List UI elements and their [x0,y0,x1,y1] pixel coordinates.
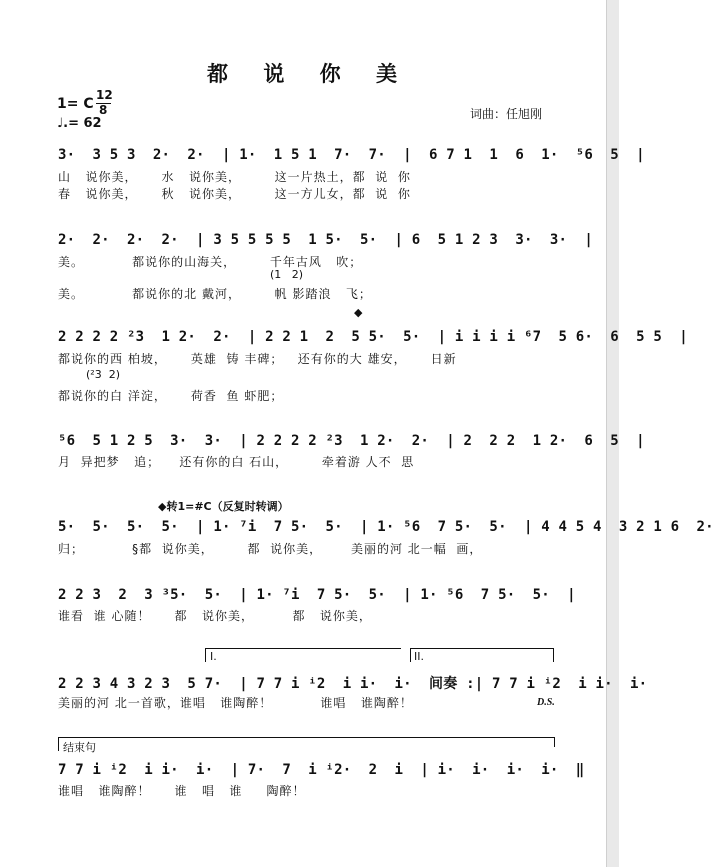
lyric-row-5a: 归； §都 说你美， 都 说你美， 美丽的河 北一幅 画， [58,542,483,556]
score-row-1: 3· 3 5 3 2· 2· | 1· 1 5 1 7· 7· | 6 7 1 1 6 1· ⁵6 5 | [58,147,645,163]
score-row-8: 7 7 i ⁱ2 i i· i· | 7· 7 i ⁱ2· 2 i | i· i· i· i· ‖ [58,762,585,778]
key-signature: 1= C [57,96,94,112]
score-row-3: 2 2 2 2 ²3 1 2· 2· | 2 2 1 2 5 5· 5· | i i i i ⁶7 5 6· 6 5 5 | [58,329,688,345]
score-row-4: ⁵6 5 1 2 5 3· 3· | 2 2 2 2 ²3 1 2· 2· | 2 2 2 1 2· 6 5 | [58,433,645,449]
ds-mark: D.S. [537,697,555,708]
score-row-7: 2 2 3 4 3 2 3 5 7· | 7 7 i ⁱ2 i i· i· 间奏 :| 7 7 i ⁱ2 i i· i· [58,676,648,692]
ending-label: 结束句 [63,741,96,754]
volta-2: II. [414,650,424,663]
lyric-row-2a: 美。 都说你的山海关， 千年古风 吹； [58,255,363,269]
lyric-row-2b: 美。 都说你的北 戴河， 帆 影踏浪 飞； [58,287,372,301]
modulation-note: ◆转1=#C（反复时转调） [158,500,289,513]
lyric-row-8a: 谁唱 谁陶醉！ 谁 唱 谁 陶醉！ [58,784,306,798]
tempo-marking: ♩.= 62 [57,116,102,131]
volta-1: I. [210,650,217,663]
lyric-row-4a: 月 异把梦 追； 还有你的白 石山， 牵着游 人不 思 [58,455,415,469]
time-signature-top: 12 [96,88,113,102]
lyric-row-1a: 山 说你美， 水 说你美， 这一片热土，都 说 你 [58,170,411,184]
lyric-row-6a: 谁看 谁 心随！ 都 说你美， 都 说你美， [58,609,372,623]
coda-sign: ◆ [354,306,363,319]
lyric-row-3a: 都说你的西 柏坡， 英雄 铸 丰碑； 还有你的大 雄安， 日新 [58,352,457,366]
alt-notes-row-3: (²3 2) [86,368,120,381]
lyric-row-7a: 美丽的河 北一首歌，谁唱 谁陶醉！ 谁唱 谁陶醉！ [58,696,413,710]
alt-notes-row-2: (1 2) [270,268,304,281]
score-row-5: 5· 5· 5· 5· | 1· ⁷i 7 5· 5· | 1· ⁵6 7 5· 5· | 4 4 5 4 3 2 1 6 2· [58,519,714,535]
lyric-row-3b: 都说你的白 洋淀， 荷香 鱼 虾肥； [58,389,284,403]
credit: 词曲：任旭刚 [470,107,543,121]
time-signature-bottom: 8 [99,103,108,117]
lyric-row-1b: 春 说你美， 秋 说你美， 这一方儿女，都 说 你 [58,187,411,201]
song-title: 都 说 你 美 [207,61,411,86]
score-row-6: 2 2 3 2 3 ³5· 5· | 1· ⁷i 7 5· 5· | 1· ⁵6 7 5· 5· | [58,587,576,603]
score-row-2: 2· 2· 2· 2· | 3 5 5 5 5 1 5· 5· | 6 5 1 2 3 3· 3· | [58,232,593,248]
